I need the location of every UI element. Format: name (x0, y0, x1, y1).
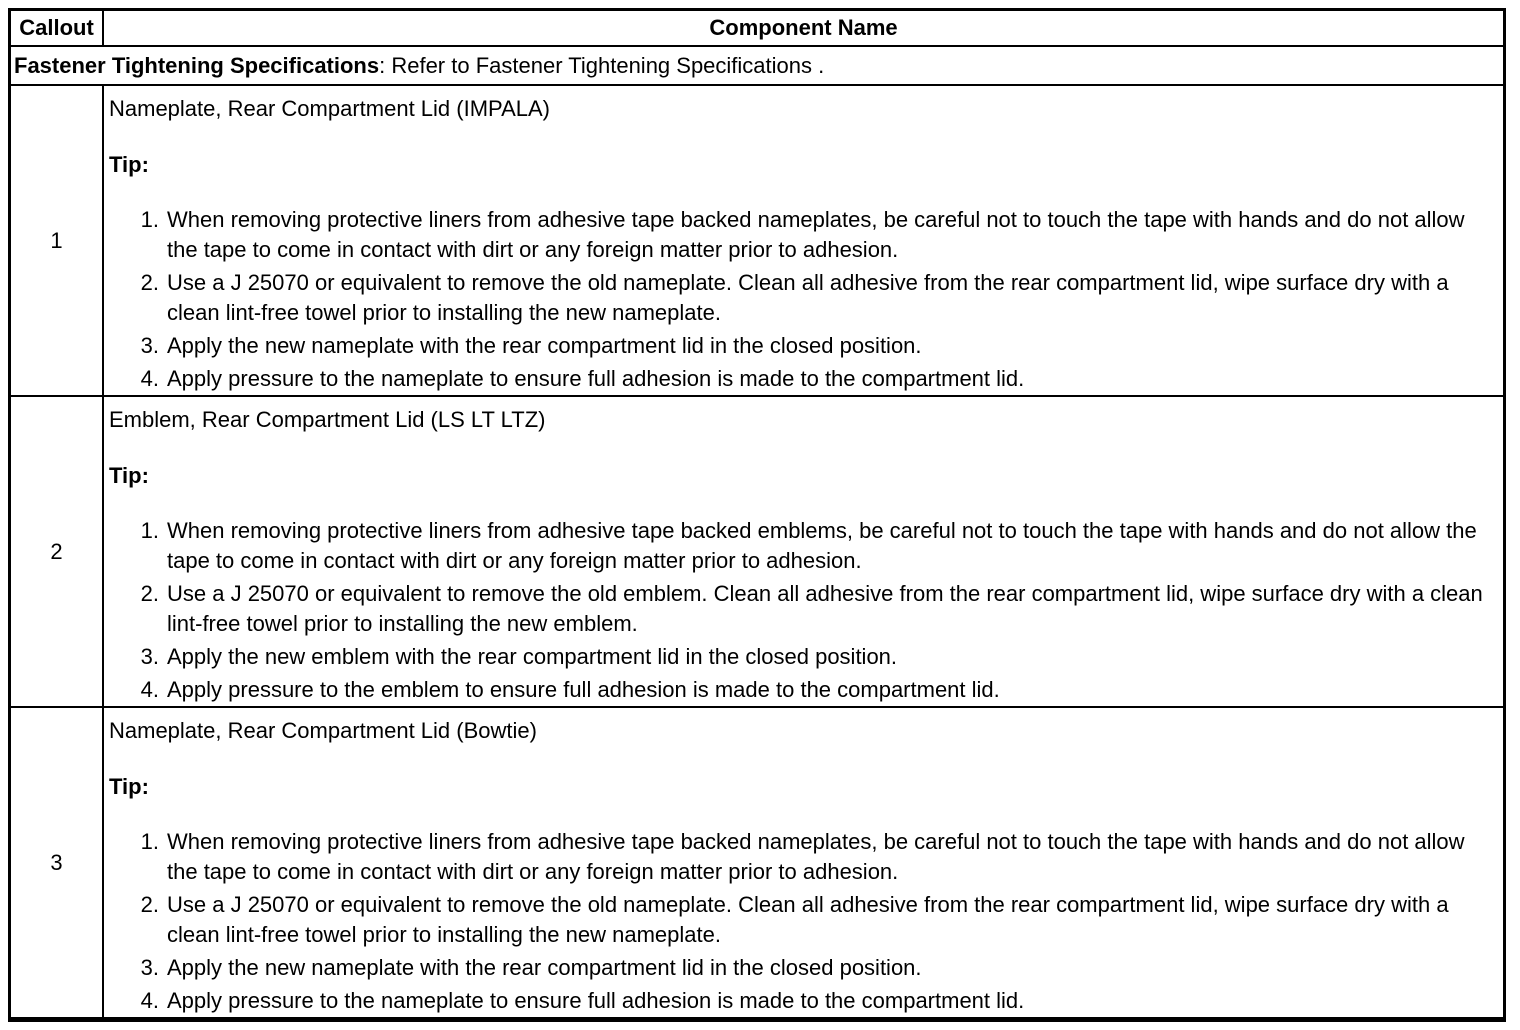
step-text: Use a J 25070 or equivalent to remove the old nameplate. Clean all adhesive from the rear compartment lid, wipe surface dry with a clean lint-free towel prior to installing the new nameplate. (167, 270, 1449, 325)
list-item (109, 331, 1503, 361)
fastener-spec-text: : Refer to Fastener Tightening Specifications . (379, 52, 825, 78)
step-text: Apply pressure to the nameplate to ensure full adhesion is made to the compartment lid. (167, 366, 1025, 391)
step-text: Apply the new emblem with the rear compartment lid in the closed position. (167, 644, 898, 669)
tip-label: Tip: (109, 774, 149, 799)
step-text: Use a J 25070 or equivalent to remove the old nameplate. Clean all adhesive from the rear compartment lid, wipe surface dry with a clean lint-free towel prior to installing the new nameplate. (167, 892, 1449, 947)
component-cell (104, 397, 1503, 706)
step-number: 4. (140, 366, 159, 391)
list-item (109, 364, 1503, 394)
list-item (109, 205, 1503, 265)
table-header-row (11, 11, 1503, 47)
step-number: 3. (140, 955, 159, 980)
fastener-spec-row (11, 47, 1503, 86)
step-text: Apply pressure to the nameplate to ensure full adhesion is made to the compartment lid. (167, 988, 1025, 1013)
tip-label: Tip: (109, 152, 149, 177)
step-number: 3. (140, 644, 159, 669)
component-title: Nameplate, Rear Compartment Lid (IMPALA) (109, 96, 550, 121)
component-table (8, 8, 1506, 1022)
list-item (109, 268, 1503, 328)
callout-number: 1 (11, 86, 104, 395)
callout-number: 2 (11, 397, 104, 706)
step-text: Apply the new nameplate with the rear compartment lid in the closed position. (167, 333, 922, 358)
list-item (109, 986, 1503, 1016)
fastener-spec-label: Fastener Tightening Specifications (14, 52, 380, 78)
step-number: 1. (140, 829, 159, 854)
header-callout: Callout (11, 11, 104, 45)
table-row (11, 86, 1503, 397)
component-cell (104, 86, 1503, 395)
step-number: 1. (140, 207, 159, 232)
callout-number: 3 (11, 708, 104, 1017)
list-item (109, 675, 1503, 705)
step-text: Apply the new nameplate with the rear compartment lid in the closed position. (167, 955, 922, 980)
step-text: Apply pressure to the emblem to ensure full adhesion is made to the compartment lid. (167, 677, 1000, 702)
component-title: Emblem, Rear Compartment Lid (LS LT LTZ) (109, 407, 546, 432)
step-number: 4. (140, 677, 159, 702)
list-item (109, 579, 1503, 639)
tip-steps-list (109, 516, 1503, 705)
step-number: 2. (140, 892, 159, 917)
header-component-name: Component Name (709, 15, 898, 41)
list-item (109, 516, 1503, 576)
tip-label: Tip: (109, 463, 149, 488)
tip-steps-list (109, 827, 1503, 1016)
tip-steps-list (109, 205, 1503, 394)
step-text: When removing protective liners from adhesive tape backed emblems, be careful not to touch the tape with hands and do not allow the tape to come in contact with dirt or any foreign matter prior to adhesion. (167, 518, 1477, 573)
table-row (11, 708, 1503, 1019)
step-text: Use a J 25070 or equivalent to remove the old emblem. Clean all adhesive from the rear compartment lid, wipe surface dry with a clean lint-free towel prior to installing the new emblem. (167, 581, 1483, 636)
step-text: When removing protective liners from adhesive tape backed nameplates, be careful not to touch the tape with hands and do not allow the tape to come in contact with dirt or any foreign matter prior to adhesion. (167, 207, 1465, 262)
step-number: 3. (140, 333, 159, 358)
list-item (109, 953, 1503, 983)
step-text: When removing protective liners from adhesive tape backed nameplates, be careful not to touch the tape with hands and do not allow the tape to come in contact with dirt or any foreign matter prior to adhesion. (167, 829, 1465, 884)
step-number: 2. (140, 581, 159, 606)
list-item (109, 890, 1503, 950)
table-row (11, 397, 1503, 708)
list-item (109, 827, 1503, 887)
component-cell (104, 708, 1503, 1017)
step-number: 4. (140, 988, 159, 1013)
component-title: Nameplate, Rear Compartment Lid (Bowtie) (109, 718, 537, 743)
list-item (109, 642, 1503, 672)
step-number: 1. (140, 518, 159, 543)
step-number: 2. (140, 270, 159, 295)
